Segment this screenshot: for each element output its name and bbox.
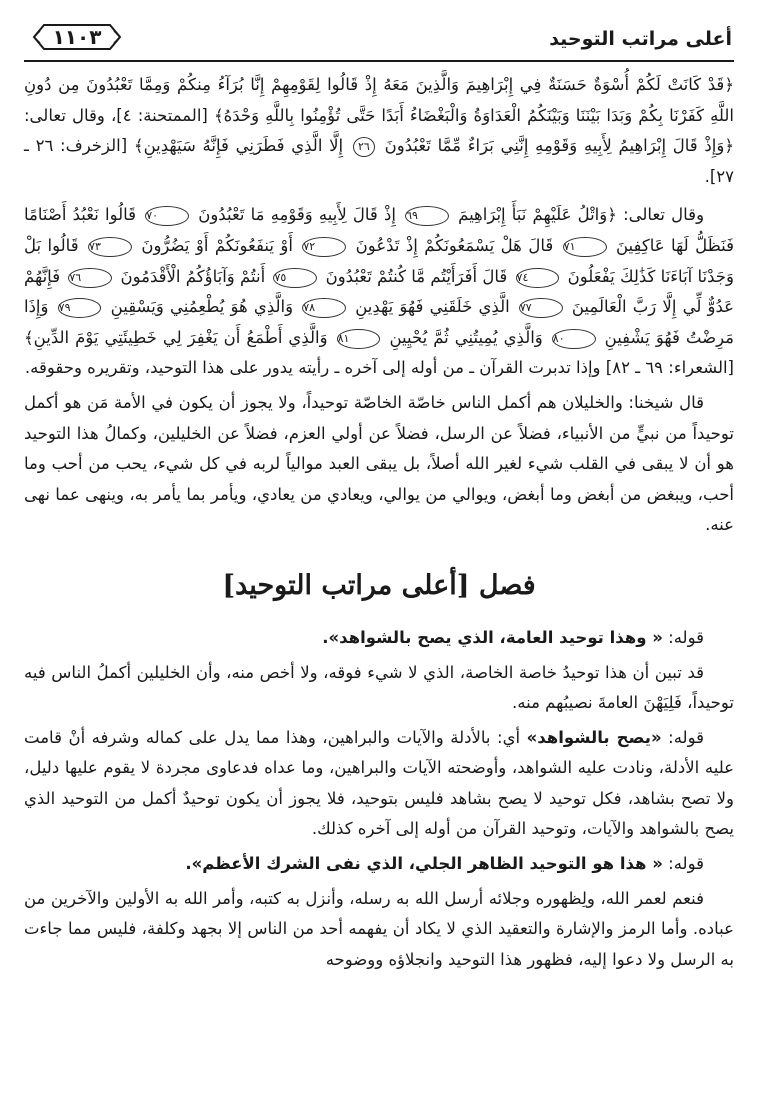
verse-number-marker: ٢٦ [353, 137, 375, 157]
paragraph-tail: وإذا تدبرت القرآن ـ من أوله إلى آخره ـ رأيته يدور على هذا التوحيد، وتقريره وحقوقه. [24, 358, 601, 378]
quote-close: ﴾ [133, 136, 144, 156]
ayah-text: وَاتْلُ عَلَيْهِمْ نَبَأَ إِبْرَاهِيمَ [458, 205, 608, 225]
page-body [24, 70, 734, 975]
book-page [24, 20, 734, 1108]
ayah-text: أَنتُمْ وَآبَاؤُكُمُ الْأَقْدَمُونَ [120, 266, 266, 286]
quote-open: ﴿ [724, 75, 734, 94]
ayah-text: وَالَّذِي يُمِيتُنِي ثُمَّ يُحْيِينِ [389, 327, 543, 347]
ayah-text: وَالَّذِي هُوَ يُطْعِمُنِي وَيَسْقِينِ [110, 297, 294, 317]
ayah-text: قَالُوا بَلْ وَجَدْنَا آبَاءَنَا كَذَٰلِكَ يَفْعَلُونَ [24, 235, 734, 286]
verse-number-marker: ٨٠ [552, 329, 596, 349]
quote-close: ﴾ [24, 327, 34, 347]
verse-number-marker: ٧٥ [273, 268, 317, 288]
verse-number-marker: ٧٤ [516, 268, 560, 288]
ayah-text: إِذْ قَالَ لِأَبِيهِ وَقَوْمِهِ مَا تَعْبُدُونَ [198, 205, 396, 225]
paragraph-quote-1 [24, 623, 734, 654]
ayah-text: قَالَ أَفَرَأَيْتُم مَّا كُنتُمْ تَعْبُدُونَ [325, 266, 508, 286]
verse-number-marker: ٧٧ [519, 298, 563, 318]
section-heading: فصل [أعلى مراتب التوحيد] [222, 569, 536, 601]
verse-number-marker: ٧٨ [302, 298, 346, 318]
paragraph-quran-shuara [24, 200, 734, 384]
reference-shuara: [الشعراء: ٦٩ ـ ٨٢] [605, 358, 734, 378]
paragraph-quote-2 [24, 849, 734, 880]
quote-bold-text: «يصح بالشواهد» [526, 727, 662, 747]
ayah-text: أَوْ يَنفَعُونَكُمْ أَوْ يَضُرُّونَ [141, 235, 293, 255]
paragraph-body: أي: بالأدلة والآيات والبراهين، وهذا مما يدل على كماله وشرفه أنْ قامت عليه الأدلة، ونادت عليه الشواهد، وأوضحته الآيات والبراهين، وما عداه فدعاوى مجردة لا يقوم عليها دليل، ولا تصح بشاهد، فكل توحيد لا يصح بشاهد فليس بتوحيد، فلا يجوز أن يكون توحيدٌ أكمل من التوحيد الذي يصح بالشواهد والآيات، وتوحيد القرآن من أوله إلى آخره كذلك. [24, 727, 734, 839]
running-title: أعلى مراتب التوحيد [549, 28, 732, 50]
reference-zukhruf: [الزخرف: ٢٦ ـ ٢٧]. [24, 136, 734, 186]
paragraph-commentary-3: فنعم لعمر الله، ولِظهوره وجلائه أرسل الله به رسله، وأنزل به كتبه، وأمر الله به الأولين والآخرين من عباده. وأما الرمز والإشارة والتعقيد الذي لا يكاد أن يفهمه أحد من الناس إلا بجهد وكلفة، فليس مما جاءت به الرسل ولا دعوا إليه، فظهور هذا التوحيد وانجلاؤه ووضوحه [24, 888, 734, 969]
ayah-text: وَالَّذِي أَطْمَعُ أَن يَغْفِرَ لِي خَطِيئَتِي يَوْمَ الدِّينِ [33, 327, 328, 347]
quote-open: ﴿ [607, 205, 617, 225]
verse-number-marker: ٧٢ [302, 237, 346, 257]
quote-lead: قوله: [668, 627, 704, 647]
quote-bold-text: « هذا هو التوحيد الظاهر الجلي، الذي نفى الشرك الأعظم». [185, 854, 663, 874]
ayah-text: قَالُوا نَعْبُدُ أَصْنَامًا فَنَظَلُّ لَهَا عَاكِفِينَ [24, 205, 735, 255]
verse-number-marker: ٧٠ [145, 206, 189, 226]
ayah-text: قَالَ هَلْ يَسْمَعُونَكُمْ إِذْ تَدْعُونَ [355, 235, 554, 255]
paragraph-commentary-1: قد تبين أن هذا توحيدُ خاصة الخاصة، الذي لا شيء فوقه، ولا أخص منه، وأن الخليلين أكملُ الناس فيه توحيداً، فَلِيَهْنَ العامةَ نصيبُهم منه. [24, 662, 734, 713]
ayah-text: وَإِذَا مَرِضْتُ فَهُوَ يَشْفِينِ [24, 297, 735, 347]
ayah-zukhruf-26: وَإِذْ قَالَ إِبْرَاهِيمُ لِأَبِيهِ وَقَوْمِهِ إِنَّنِي بَرَاءٌ مِّمَّا تَعْبُدُونَ [384, 136, 725, 156]
ayah-zukhruf-27: إِلَّا الَّذِي فَطَرَنِي فَإِنَّهُ سَيَهْدِينِ [143, 136, 344, 156]
verse-number-marker: ٦٩ [405, 206, 449, 226]
ayah-text: الَّذِي خَلَقَنِي فَهُوَ يَهْدِينِ [355, 297, 510, 317]
page-number-cartouche [30, 22, 124, 52]
reference-mumtahana: [الممتحنة: ٤]، وقال تعالى: [24, 105, 208, 125]
running-header [24, 20, 734, 62]
quote-lead: قوله: [668, 854, 704, 874]
quote-close: ﴾ [213, 105, 224, 125]
verse-number-marker: ٧١ [563, 237, 607, 257]
paragraph-quran-mumtahana [24, 70, 734, 192]
verse-number-marker: ٨١ [337, 329, 381, 349]
ayah-text: فَإِنَّهُمْ عَدُوٌّ لِّي إِلَّا رَبَّ الْعَالَمِينَ [24, 266, 734, 317]
page-number: ١١٠٣ [52, 25, 102, 49]
verse-number-marker: ٧٣ [88, 237, 132, 257]
quote-lead: قوله: [668, 727, 704, 747]
verse-number-marker: ٧٩ [58, 298, 102, 318]
paragraph-lead: وقال تعالى: [623, 205, 705, 225]
paragraph-shaykh-quote: قال شيخنا: والخليلان هم أكمل الناس خاصّة الخاصّة توحيداً، ولا يجوز أن يكون في الأمة مَن هو أكمل توحيداً من نبيٍّ من الأنبياء، فضلاً عن الرسل، فضلاً عن أولي العزم، فضلاً عن الخليلين، وكمالُ هذا التوحيد هو أن لا يبقى في القلب شيء لغير الله أصلاً، بل يبقى العبد موالياً لربه في كل شيء، يحب من أحب وما أحب، ويبغض من أبغض وما أبغض، ويوالي من يوالي، ويعادي من يعادي، ويأمر بما يأمر به، وينهى عما نهى عنه. [24, 392, 734, 535]
paragraph-commentary-2 [24, 723, 734, 845]
ayah-mumtahana-4: قَدْ كَانَتْ لَكُمْ أُسْوَةٌ حَسَنَةٌ فِي إِبْرَاهِيمَ وَالَّذِينَ مَعَهُ إِذْ قَالُوا لِقَوْمِهِمْ إِنَّا بُرَآءُ مِنكُمْ وَمِمَّا تَعْبُدُونَ مِن دُونِ اللَّهِ كَفَرْنَا بِكُمْ وَبَدَا بَيْنَنَا وَبَيْنَكُمُ الْعَدَاوَةُ وَالْبَغْضَاءُ أَبَدًا حَتَّى تُؤْمِنُوا بِاللَّهِ وَحْدَهُ [24, 75, 735, 125]
quote-open: ﴿ [724, 136, 734, 156]
quote-bold-text: « وهذا توحيد العامة، الذي يصح بالشواهد». [322, 627, 663, 647]
verse-number-marker: ٧٦ [68, 268, 112, 288]
